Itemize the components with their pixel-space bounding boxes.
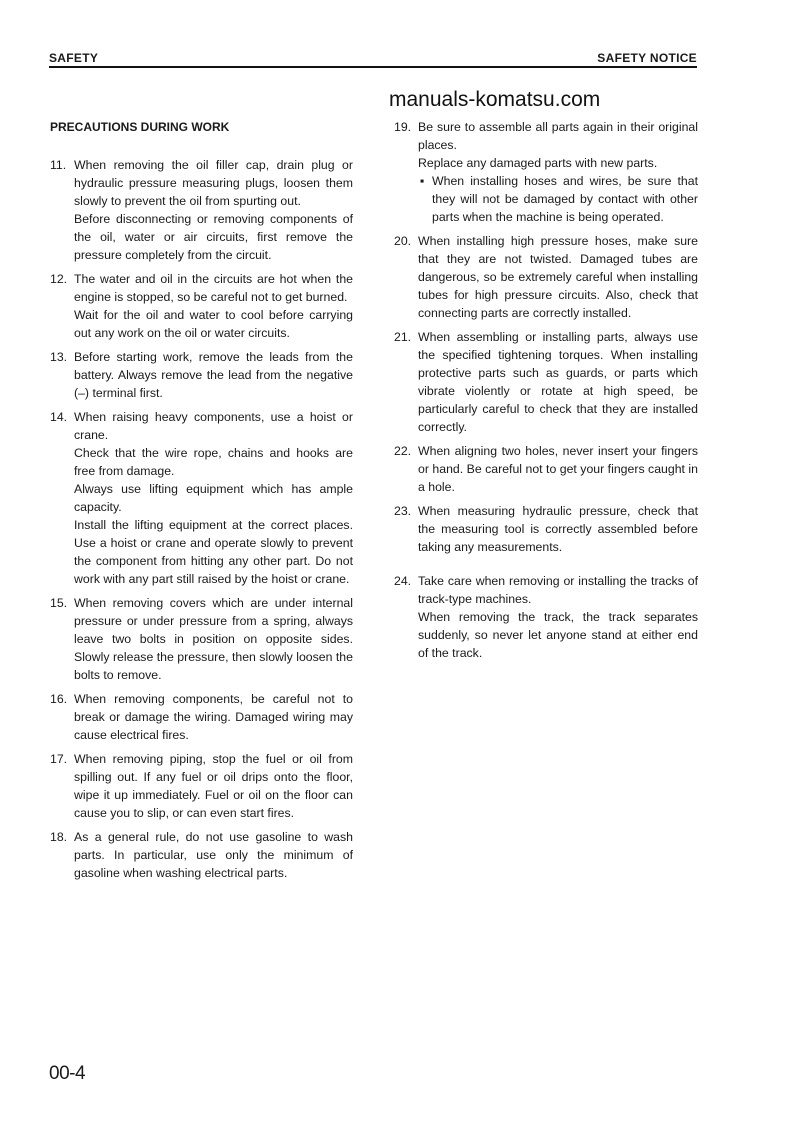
item-paragraph: Replace any damaged parts with new parts. — [418, 156, 658, 170]
item-paragraph: Wait for the oil and water to cool before carrying out any work on the oil or water circuits. — [74, 308, 353, 340]
list-item — [50, 270, 353, 342]
bullet-point — [418, 172, 698, 226]
item-paragraph: When aligning two holes, never insert your fingers or hand. Be careful not to get your fingers caught in a hole. — [418, 444, 698, 494]
list-item — [50, 348, 353, 402]
list-item — [50, 594, 353, 684]
item-number: 23. — [394, 504, 412, 518]
item-paragraph: When removing the track, the track separates suddenly, so never let anyone stand at either end of the track. — [418, 610, 698, 660]
item-number: 19. — [394, 120, 412, 134]
bullet-icon: ▪ — [420, 174, 425, 188]
item-number: 18. — [50, 830, 68, 844]
item-paragraph: As a general rule, do not use gasoline to wash parts. In particular, use only the minimum of gasoline when washing electrical parts. — [74, 830, 353, 880]
item-number: 20. — [394, 234, 412, 248]
item-number: 13. — [50, 350, 68, 364]
list-item — [394, 442, 698, 496]
item-number: 11. — [50, 158, 67, 172]
list-item — [50, 408, 353, 588]
list-item — [394, 118, 698, 226]
list-item — [50, 690, 353, 744]
page-number: 00-4 — [49, 1063, 86, 1084]
item-paragraph: When removing the oil filler cap, drain plug or hydraulic pressure measuring plugs, loosen them slowly to prevent the oil from spurting out. — [74, 158, 353, 208]
item-number: 17. — [50, 752, 68, 766]
item-paragraph: When assembling or installing parts, always use the specified tightening torques. When installing protective parts such as guards, or parts which vibrate violently or rotate at high speed, be particularly careful to check that they are installed correctly. — [418, 330, 698, 434]
item-number: 16. — [50, 692, 68, 706]
item-paragraph: Take care when removing or installing the tracks of track-type machines. — [418, 574, 698, 606]
item-paragraph: When installing high pressure hoses, make sure that they are not twisted. Damaged tubes are dangerous, so be extremely careful when installing tubes for high pressure circuits. Also, check that connecting parts are correctly installed. — [418, 234, 698, 320]
item-number: 24. — [394, 574, 412, 588]
list-item — [50, 156, 353, 264]
item-paragraph: Before disconnecting or removing components of the oil, water or air circuits, first remove the pressure completely from the circuit. — [74, 212, 353, 262]
list-item — [394, 328, 698, 436]
item-number: 12. — [50, 272, 68, 286]
item-number: 21. — [394, 330, 412, 344]
header-chapter-label: SAFETY NOTICE — [597, 51, 697, 65]
list-item — [394, 232, 698, 322]
item-paragraph: Be sure to assemble all parts again in their original places. — [418, 120, 698, 152]
item-number: 14. — [50, 410, 68, 424]
item-paragraph: When measuring hydraulic pressure, check that the measuring tool is correctly assembled before taking any measurements. — [418, 504, 698, 554]
list-item — [50, 750, 353, 822]
item-number: 15. — [50, 596, 68, 610]
section-title: PRECAUTIONS DURING WORK — [50, 120, 230, 134]
page-header — [49, 50, 697, 68]
item-paragraph: When removing covers which are under internal pressure or under pressure from a spring, always leave two bolts in position on opposite sides. Slowly release the pressure, then slowly loosen the bolts to remove. — [74, 596, 353, 682]
item-paragraph: Install the lifting equipment at the correct places. Use a hoist or crane and operate slowly to prevent the component from hitting any other part. Do not work with any part still raised by the hoist or crane. — [74, 518, 353, 586]
bullet-text: When installing hoses and wires, be sure that they will not be damaged by contact with other parts when the machine is being operated. — [432, 174, 698, 224]
item-paragraph: When raising heavy components, use a hoist or crane. — [74, 410, 353, 442]
list-item — [394, 502, 698, 556]
item-number: 22. — [394, 444, 412, 458]
header-section-label: SAFETY — [49, 51, 99, 65]
item-paragraph: The water and oil in the circuits are hot when the engine is stopped, so be careful not to get burned. — [74, 272, 353, 304]
list-item — [394, 572, 698, 662]
item-paragraph: When removing piping, stop the fuel or oil from spilling out. If any fuel or oil drips onto the floor, wipe it up immediately. Fuel or oil on the floor can cause you to slip, or can even start fires. — [74, 752, 353, 820]
left-column — [50, 118, 353, 888]
item-paragraph: Check that the wire rope, chains and hooks are free from damage. — [74, 446, 353, 478]
right-column — [394, 118, 698, 668]
item-paragraph: Always use lifting equipment which has ample capacity. — [74, 482, 353, 514]
watermark-text: manuals-komatsu.com — [389, 88, 601, 111]
item-paragraph: When removing components, be careful not to break or damage the wiring. Damaged wiring may cause electrical fires. — [74, 692, 353, 742]
list-item — [50, 828, 353, 882]
item-paragraph: Before starting work, remove the leads from the battery. Always remove the lead from the negative (–) terminal first. — [74, 350, 353, 400]
